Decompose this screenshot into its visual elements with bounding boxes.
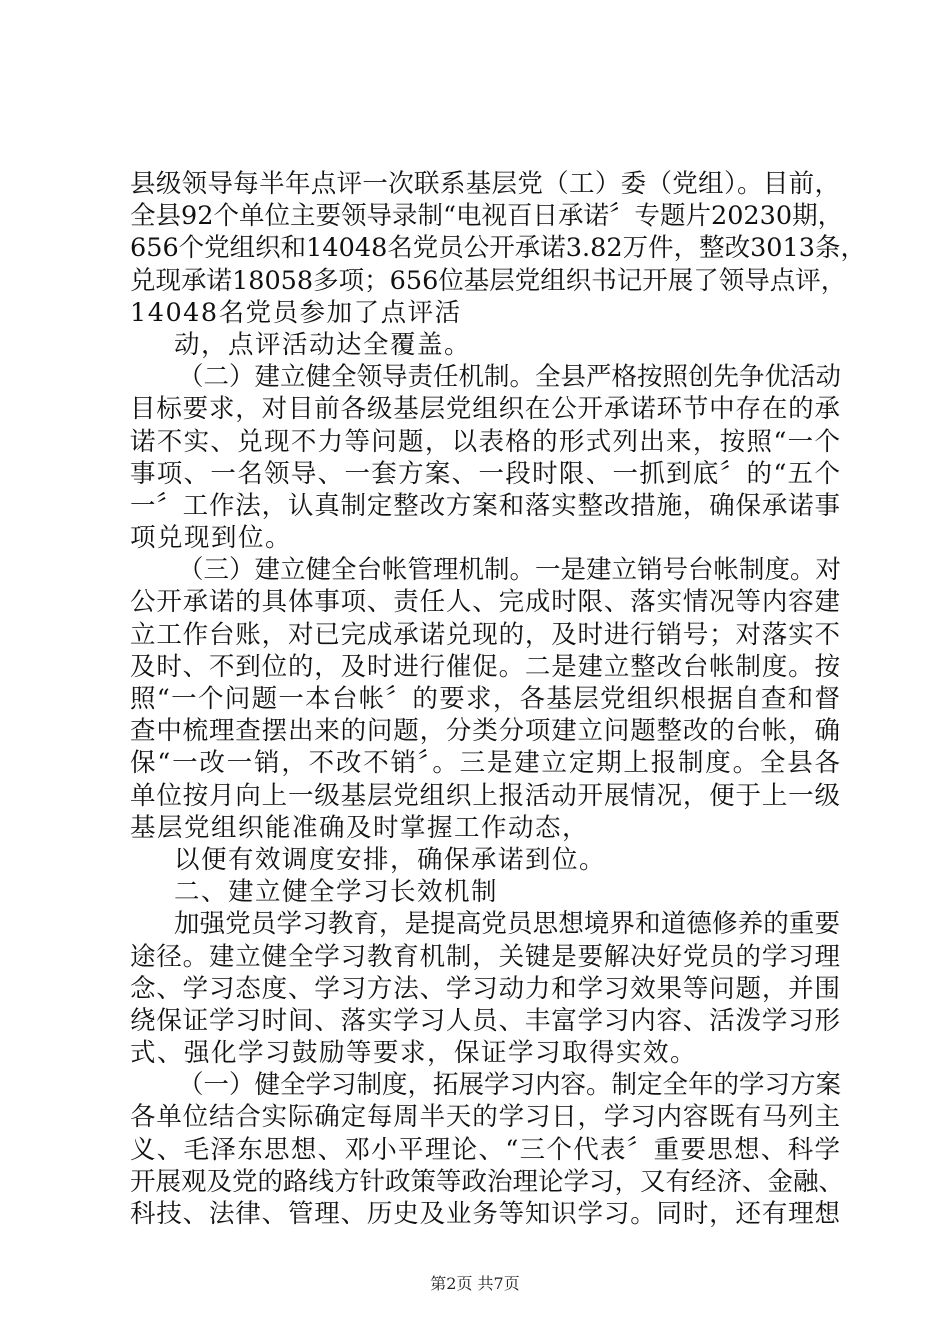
text-line: 科技、法律、管理、历史及业务等知识学习。同时，还有理想 (130, 1199, 840, 1229)
text-line: 立工作台账，对已完成承诺兑现的，及时进行销号；对落实不 (130, 619, 840, 650)
paragraph-heading-1: （一）健全学习制度，拓展学习内容。制定全年的学习方案 (178, 1070, 842, 1101)
text-line: 加强党员学习教育，是提高党员思想境界和道德修养的重要 (174, 909, 840, 940)
text-line: 以便有效调度安排，确保承诺到位。 (174, 844, 607, 875)
text-line: 一〞工作法，认真制定整改方案和落实整改措施，确保承诺事 (130, 490, 840, 521)
paragraph-heading-3: （三）建立健全台帐管理机制。一是建立销号台帐制度。对 (178, 555, 842, 586)
document-body (130, 168, 866, 1230)
text-line: 公开承诺的具体事项、责任人、完成时限、落实情况等内容建 (130, 587, 840, 618)
text-line: 目标要求，对目前各级基层党组织在公开承诺环节中存在的承 (130, 394, 840, 425)
text-line: 656个党组织和14048名党员公开承诺3.82万件，整改3013条， (130, 233, 866, 264)
text-line: 诺不实、兑现不力等问题，以表格的形式列出来，按照“一个 (130, 426, 840, 457)
text-line: 全县92个单位主要领导录制“电视百日承诺〞专题片20230期， (130, 201, 844, 232)
text-line: 县级领导每半年点评一次联系基层党（工）委（党组）。目前， (130, 169, 840, 199)
paragraph-heading-2: （二）建立健全领导责任机制。全县严格按照创先争优活动 (178, 362, 842, 393)
text-line: 基层党组织能准确及时掌握工作动态， (130, 812, 590, 843)
text-line: 14048名党员参加了点评活 (130, 297, 462, 328)
text-line: 各单位结合实际确定每周半天的学习日，学习内容既有马列主 (130, 1102, 840, 1133)
text-line: 念、学习态度、学习方法、学习动力和学习效果等问题，并围 (130, 973, 840, 1004)
text-line: 途径。建立健全学习教育机制，关键是要解决好党员的学习理 (130, 941, 840, 972)
text-line: 及时、不到位的，及时进行催促。二是建立整改台帐制度。按 (130, 651, 840, 682)
text-line: 照“一个问题一本台帐〞的要求，各基层党组织根据自查和督 (130, 684, 840, 714)
section-heading: 二、建立健全学习长效机制 (174, 877, 499, 908)
text-line: 义、毛泽东思想、邓小平理论、“三个代表〞重要思想、科学 (130, 1134, 840, 1165)
text-line: 项兑现到位。 (130, 523, 293, 554)
text-line: 事项、一名领导、一套方案、一段时限、一抓到底〞的“五个 (130, 458, 840, 489)
text-line: 绕保证学习时间、落实学习人员、丰富学习内容、活泼学习形 (130, 1005, 840, 1036)
text-line: 单位按月向上一级基层党组织上报活动开展情况，便于上一级 (130, 780, 840, 811)
page-footer (0, 1271, 950, 1294)
text-line: 保“一改一销，不改不销〞。三是建立定期上报制度。全县各 (130, 748, 840, 779)
text-line: 兑现承诺18058多项；656位基层党组织书记开展了领导点评， (130, 265, 847, 296)
text-line: 式、强化学习鼓励等要求，保证学习取得实效。 (130, 1038, 698, 1069)
page-number: 第2页 共7页 (430, 1274, 520, 1293)
text-line: 动，点评活动达全覆盖。 (174, 329, 472, 360)
text-line: 查中梳理查摆出来的问题，分类分项建立问题整改的台帐，确 (130, 716, 840, 747)
text-line: 开展观及党的路线方针政策等政治理论学习，又有经济、金融、 (130, 1166, 845, 1197)
